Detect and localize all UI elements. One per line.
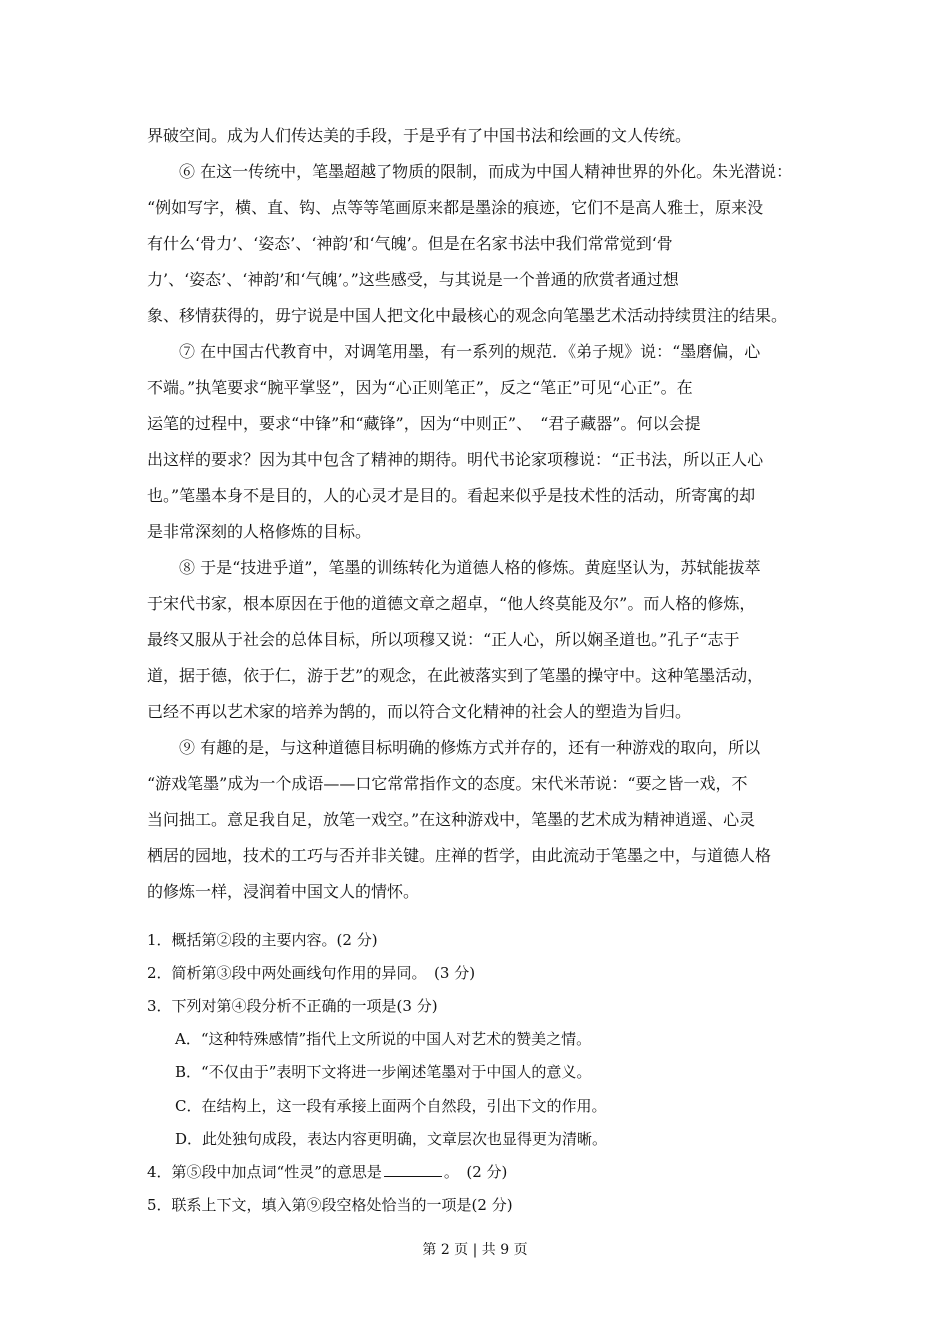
text-line: ⑧ 于是“技进乎道”，笔墨的训练转化为道德人格的修炼。黄庭坚认为，苏轼能拔萃 bbox=[147, 558, 761, 577]
text-line: ⑥ 在这一传统中，笔墨超越了物质的限制，而成为中国人精神世界的外化。朱光潜说： bbox=[147, 162, 793, 181]
answer-blank bbox=[384, 1162, 442, 1177]
text-line: 当问拙工。意足我自足，放笔一戏空。”在这种游戏中，笔墨的艺术成为精神逍遥、心灵 bbox=[147, 810, 756, 829]
paragraph-8 bbox=[147, 550, 807, 730]
text-line: 道，据于德，依于仁，游于艺”的观念，在此被落实到了笔墨的操守中。这种笔墨活动， bbox=[147, 666, 764, 685]
paragraph-5-end bbox=[147, 118, 807, 154]
question-1: 1．概括第②段的主要内容。(2 分) bbox=[147, 931, 378, 949]
text-line: 是非常深刻的人格修炼的目标。 bbox=[147, 522, 372, 541]
question-3-option-a: A．“这种特殊感情”指代上文所说的中国人对艺术的赞美之情。 bbox=[175, 1030, 592, 1048]
question-3-option-c: C．在结构上，这一段有承接上面两个自然段，引出下文的作用。 bbox=[175, 1097, 607, 1115]
text-line: “游戏笔墨”成为一个成语——口它常常指作文的态度。宋代米芾说：“要之皆一戏，不 bbox=[147, 774, 748, 793]
question-4-points: 。 (2 分) bbox=[443, 1163, 508, 1181]
paragraph-7 bbox=[147, 334, 807, 550]
text-line: 出这样的要求？因为其中包含了精神的期待。明代书论家项穆说：“正书法，所以正人心 bbox=[147, 450, 764, 469]
question-4-text: 4．第⑤段中加点词“性灵”的意思是 bbox=[147, 1163, 382, 1181]
question-5: 5．联系上下文，填入第⑨段空格处恰当的一项是(2 分) bbox=[147, 1196, 513, 1214]
text-line: ⑨ 有趣的是，与这种道德目标明确的修炼方式并存的，还有一种游戏的取向，所以 bbox=[147, 738, 761, 757]
text-line: 不端。”执笔要求“腕平掌竖”，因为“心正则笔正”，反之“笔正”可见“心正”。在 bbox=[147, 378, 693, 397]
text-line: 力’、‘姿态’、‘神韵’和‘气魄’。”这些感受，与其说是一个普通的欣赏者通过想 bbox=[147, 270, 679, 289]
question-3: 3．下列对第④段分析不正确的一项是(3 分) bbox=[147, 997, 438, 1015]
text-line: 象、移情获得的，毋宁说是中国人把文化中最核心的观念向笔墨艺术活动持续贯注的结果。 bbox=[147, 306, 788, 325]
paragraph-6 bbox=[147, 154, 807, 334]
text-line: 的修炼一样，浸润着中国文人的情怀。 bbox=[147, 882, 420, 901]
paragraph-9 bbox=[147, 730, 807, 910]
text-line: 最终又服从于社会的总体目标，所以项穆又说：“正人心，所以娴圣道也。”孔子“志于 bbox=[147, 630, 740, 649]
text-line: 栖居的园地，技术的工巧与否并非关键。庄禅的哲学，由此流动于笔墨之中，与道德人格 bbox=[147, 846, 772, 865]
text-line: 已经不再以艺术家的培养为鹄的，而以符合文化精神的社会人的塑造为旨归。 bbox=[147, 702, 692, 721]
page-footer: 第 2 页 | 共 9 页 bbox=[422, 1242, 528, 1258]
text-line: 于宋代书家，根本原因在于他的道德文章之超卓，“他人终莫能及尔”。而人格的修炼， bbox=[147, 594, 756, 613]
text-line: 运笔的过程中，要求“中锋”和“藏锋”，因为“中则正”、 “君子藏器”。何以会提 bbox=[147, 414, 701, 433]
question-2: 2．简析第③段中两处画线句作用的异同。 (3 分) bbox=[147, 964, 476, 982]
text-line: ⑦ 在中国古代教育中，对调笔用墨，有一系列的规范．《弟子规》说：“墨磨偏，心 bbox=[147, 342, 761, 361]
question-4 bbox=[147, 1161, 507, 1183]
text-line: “例如写字，横、直、钩、点等等笔画原来都是墨涂的痕迹，它们不是高人雅士，原来没 bbox=[147, 198, 764, 217]
text-line: 有什么‘骨力’、‘姿态’、‘神韵’和‘气魄’。但是在名家书法中我们常常觉到‘骨 bbox=[147, 234, 673, 253]
question-3-option-d: D．此处独句成段，表达内容更明确，文章层次也显得更为清晰。 bbox=[175, 1130, 608, 1148]
text-line: 也。”笔墨本身不是目的，人的心灵才是目的。看起来似乎是技术性的活动，所寄寓的却 bbox=[147, 486, 756, 505]
question-3-option-b: B．“不仅由于”表明下文将进一步阐述笔墨对于中国人的意义。 bbox=[175, 1063, 592, 1081]
text-line: 界破空间。成为人们传达美的手段，于是乎有了中国书法和绘画的文人传统。 bbox=[147, 126, 692, 145]
